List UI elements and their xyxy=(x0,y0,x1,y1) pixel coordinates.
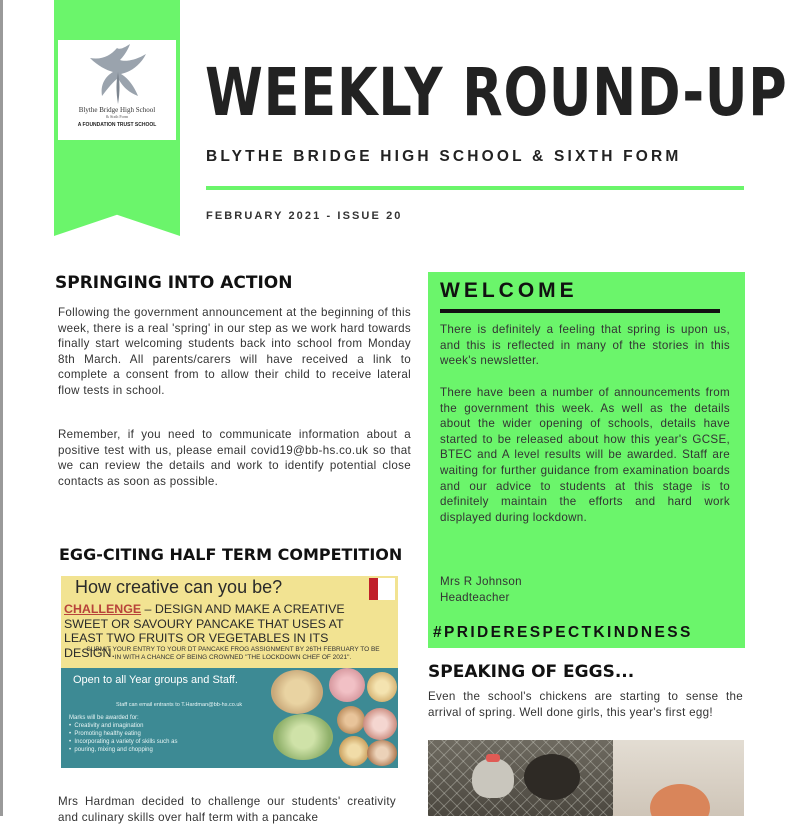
welcome-paragraph-1: There is definitely a feeling that spring is upon us, and this is reflected in many of the stories in this week's newsletter. xyxy=(440,323,730,368)
hashtag-motto: #PRIDERESPECTKINDNESS xyxy=(433,624,693,641)
logo-subtitle: & Sixth Form xyxy=(105,114,129,119)
phoenix-logo-icon xyxy=(80,42,154,106)
poster-challenge-text: – DESIGN AND MAKE A CREATIVE SWEET OR SAVOURY PANCAKE THAT USES AT LEAST TWO FRUITS OR VEGETABLES IN ITS DESIGN. xyxy=(64,602,345,660)
welcome-paragraph-2: There have been a number of announcements from the government this week. As well as the details about the wider opening of schools, details have started to be released about how this year's GCSE, BTEC and A level results will be awarded. Staff are waiting for further guidance from examination boards and our advice to students at this stage is to definitely maintain the efforts and hard work displayed during lockdown. xyxy=(440,386,730,524)
logo-school-name: Blythe Bridge High School xyxy=(78,106,156,114)
poster-open-text: Open to all Year groups and Staff. xyxy=(73,674,238,686)
springing-paragraph-1: Following the government announcement at the beginning of this week, there is a real 'spring' in our step as we work hard towards finally start welcoming students back into school from Monday 8th March. All parents/carers will have received a link to complete a consent from to allow their child to receive lateral flow tests in school. xyxy=(58,306,411,397)
chicken-photo xyxy=(524,754,580,800)
pancake-photo-5 xyxy=(337,706,365,734)
signature-role: Headteacher xyxy=(440,591,510,604)
pancake-photo-6 xyxy=(363,708,397,740)
chickens-photo xyxy=(428,740,744,816)
poster-challenge-label: CHALLENGE xyxy=(64,602,142,616)
pancake-photo-4 xyxy=(273,714,333,760)
feeder-cap xyxy=(486,754,500,762)
feeder-photo xyxy=(472,758,514,798)
poster-marks-list: Marks will be awarded for: • Creativity and imagination • Promoting healthy eating • Incorporating a variety of skills such as • pouring, mixing and chopping xyxy=(69,715,178,753)
eggs-paragraph: Even the school's chickens are starting to sense the arrival of spring. Well done girls, this year's first egg! xyxy=(428,690,743,719)
welcome-divider xyxy=(440,309,720,313)
pancake-photo-2 xyxy=(329,668,365,702)
competition-paragraph: Mrs Hardman decided to challenge our students' creativity and culinary skills over half term with a pancake xyxy=(58,795,396,824)
springing-paragraph-2: Remember, if you need to communicate information about a positive test with us, please email covid19@bb-hs.co.uk so that we can review the details and work to identify potential close contacts as soon as possible. xyxy=(58,428,411,488)
springing-heading: SPRINGING INTO ACTION xyxy=(55,273,293,293)
pancake-photo-8 xyxy=(367,740,397,766)
poster-email-text: Staff can email entrants to T.Hardman@bb-hs.co.uk xyxy=(116,702,243,708)
school-name: BLYTHE BRIDGE HIGH SCHOOL & SIXTH FORM xyxy=(206,148,682,165)
eggs-heading: SPEAKING OF EGGS... xyxy=(428,662,635,682)
pancake-photo-7 xyxy=(339,736,369,766)
newsletter-title: WEEKLY ROUND-UP xyxy=(205,54,788,131)
chicken-coop-photo xyxy=(428,740,613,816)
logo-trust-text: A FOUNDATION TRUST SCHOOL xyxy=(77,122,157,128)
poster-logo xyxy=(369,578,395,600)
welcome-heading: WELCOME xyxy=(440,279,578,302)
pancake-photo-1 xyxy=(271,670,323,714)
issue-date: FEBRUARY 2021 - ISSUE 20 xyxy=(206,210,403,222)
pancake-photo-3 xyxy=(367,672,397,702)
header-divider xyxy=(206,186,744,190)
poster-submit-text: SUBMIT YOUR ENTRY TO YOUR DT PANCAKE FROG ASSIGNMENT BY 26TH FEBRUARY TO BE IN WITH A CHANCE OF BEING CROWNED "THE LOCKDOWN CHEF OF 2021". xyxy=(86,646,380,661)
poster-logo-red-bar xyxy=(369,578,378,600)
competition-heading: EGG-CITING HALF TERM COMPETITION xyxy=(59,545,403,564)
competition-poster xyxy=(61,576,398,768)
signature-name: Mrs R Johnson xyxy=(440,575,522,588)
school-logo xyxy=(58,40,176,140)
page-edge xyxy=(0,0,3,816)
poster-question: How creative can you be? xyxy=(75,577,283,597)
